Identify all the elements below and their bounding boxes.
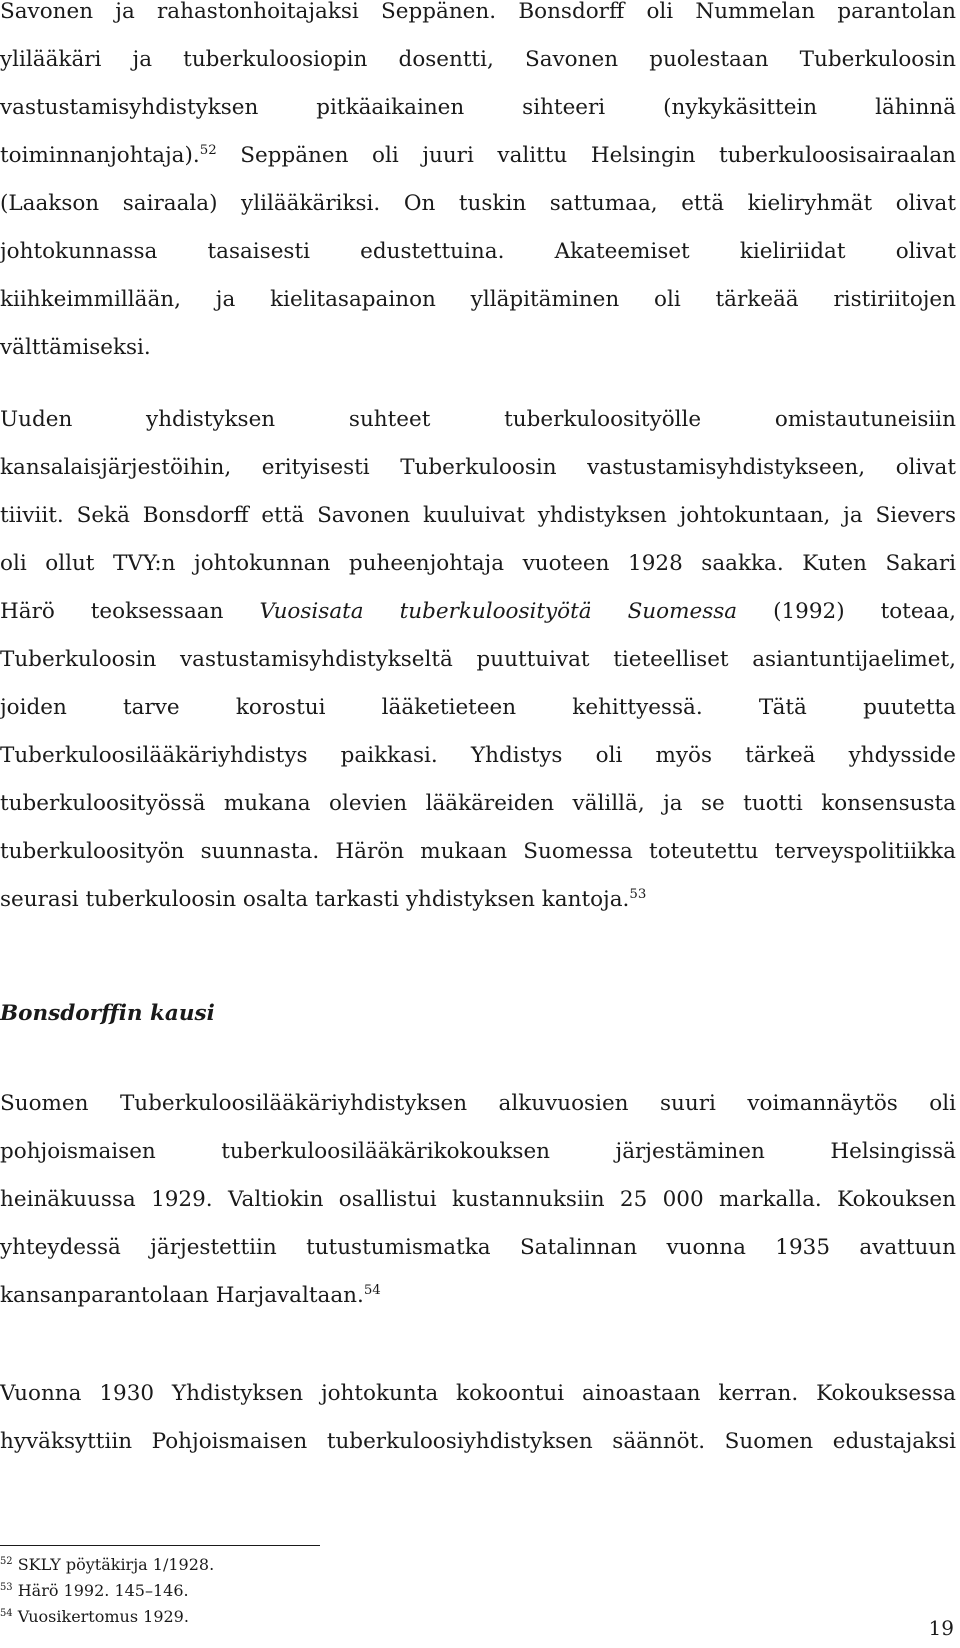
page-number: 19 xyxy=(928,1616,954,1640)
text-line: ylilääkäri ja tuberkuloosiopin dosentti, Savonen puolestaan Tuberkuloosin xyxy=(0,47,956,72)
paragraph-4 xyxy=(0,1370,956,1466)
text-line: heinäkuussa 1929. Valtiokin osallistui kustannuksiin 25 000 markalla. Kokouksen xyxy=(0,1187,956,1212)
text-line xyxy=(0,132,956,180)
text-line: kiihkeimmillään, ja kielitasapainon ylläpitäminen oli tärkeää ristiriitojen xyxy=(0,287,956,312)
text-line: tuberkuloosityössä mukana olevien lääkäreiden välillä, ja se tuotti konsensusta xyxy=(0,791,956,816)
text-line: hyväksyttiin Pohjoismaisen tuberkuloosiyhdistyksen säännöt. Suomen edustajaksi xyxy=(0,1429,956,1454)
footnotes xyxy=(0,1552,600,1630)
text-line xyxy=(0,588,956,636)
footnote-number: 54 xyxy=(0,1607,13,1619)
footnote-ref-54[interactable]: 54 xyxy=(363,1282,381,1298)
text-line: kansalaisjärjestöihin, erityisesti Tuberkuloosin vastustamisyhdistykseen, olivat xyxy=(0,455,956,480)
section-heading: Bonsdorffin kausi xyxy=(0,1001,215,1026)
text-line: vastustamisyhdistyksen pitkäaikainen sihteeri (nykykäsittein lähinnä xyxy=(0,95,956,120)
text-line: tuberkuloosityön suunnasta. Härön mukaan Suomessa toteutettu terveyspolitiikka xyxy=(0,839,956,864)
text-line: tiiviit. Sekä Bonsdorff että Savonen kuuluivat yhdistyksen johtokuntaan, ja Sievers xyxy=(0,503,956,528)
text-line: oli ollut TVY:n johtokunnan puheenjohtaja vuoteen 1928 saakka. Kuten Sakari xyxy=(0,551,956,576)
text-segment: kansanparantolaan Harjavaltaan. xyxy=(0,1283,364,1308)
text-segment: (1992) toteaa, xyxy=(737,599,956,624)
text-line: Savonen ja rahastonhoitajaksi Seppänen. Bonsdorff oli Nummelan parantolan xyxy=(0,0,956,24)
book-title: Vuosisata tuberkuloosityötä Suomessa xyxy=(259,599,738,624)
footnote-52 xyxy=(0,1552,600,1578)
footnote-text: Härö 1992. 145–146. xyxy=(12,1581,189,1600)
text-line: Uuden yhdistyksen suhteet tuberkuloosityölle omistautuneisiin xyxy=(0,407,956,432)
text-segment: seurasi tuberkuloosin osalta tarkasti yhdistyksen kantoja. xyxy=(0,887,630,912)
footnote-separator xyxy=(0,1545,320,1546)
text-line: Tuberkuloosin vastustamisyhdistykseltä puuttuivat tieteelliset asiantuntijaelimet, xyxy=(0,647,956,672)
paragraph-1 xyxy=(0,0,956,372)
text-line xyxy=(0,876,956,924)
text-segment: Seppänen oli juuri valittu Helsingin tuberkuloosisairaalan xyxy=(216,143,956,168)
text-line: Vuonna 1930 Yhdistyksen johtokunta kokoontui ainoastaan kerran. Kokouksessa xyxy=(0,1381,956,1406)
text-line: joiden tarve korostui lääketieteen kehittyessä. Tätä puutetta xyxy=(0,695,956,720)
text-line: johtokunnassa tasaisesti edustettuina. Akateemiset kieliriidat olivat xyxy=(0,239,956,264)
paragraph-2 xyxy=(0,396,956,924)
footnote-ref-53[interactable]: 53 xyxy=(629,886,647,902)
text-line: Tuberkuloosilääkäriyhdistys paikkasi. Yhdistys oli myös tärkeä yhdysside xyxy=(0,743,956,768)
footnote-53 xyxy=(0,1578,600,1604)
footnote-54 xyxy=(0,1604,600,1630)
text-segment: toiminnanjohtaja). xyxy=(0,143,200,168)
text-line: yhteydessä järjestettiin tutustumismatka Satalinnan vuonna 1935 avattuun xyxy=(0,1235,956,1260)
text-line: (Laakson sairaala) ylilääkäriksi. On tuskin sattumaa, että kieliryhmät olivat xyxy=(0,191,956,216)
text-line: välttämiseksi. xyxy=(0,335,151,360)
text-line: Suomen Tuberkuloosilääkäriyhdistyksen alkuvuosien suuri voimannäytös oli xyxy=(0,1091,956,1116)
text-line xyxy=(0,1272,956,1320)
text-segment: Härö teoksessaan xyxy=(0,599,260,624)
paragraph-3 xyxy=(0,1080,956,1320)
footnote-number: 53 xyxy=(0,1581,13,1593)
footnote-text: SKLY pöytäkirja 1/1928. xyxy=(12,1555,215,1574)
footnote-ref-52[interactable]: 52 xyxy=(199,142,217,158)
footnote-number: 52 xyxy=(0,1555,13,1567)
text-line: pohjoismaisen tuberkuloosilääkärikokouksen järjestäminen Helsingissä xyxy=(0,1139,956,1164)
footnote-text: Vuosikertomus 1929. xyxy=(12,1607,189,1626)
